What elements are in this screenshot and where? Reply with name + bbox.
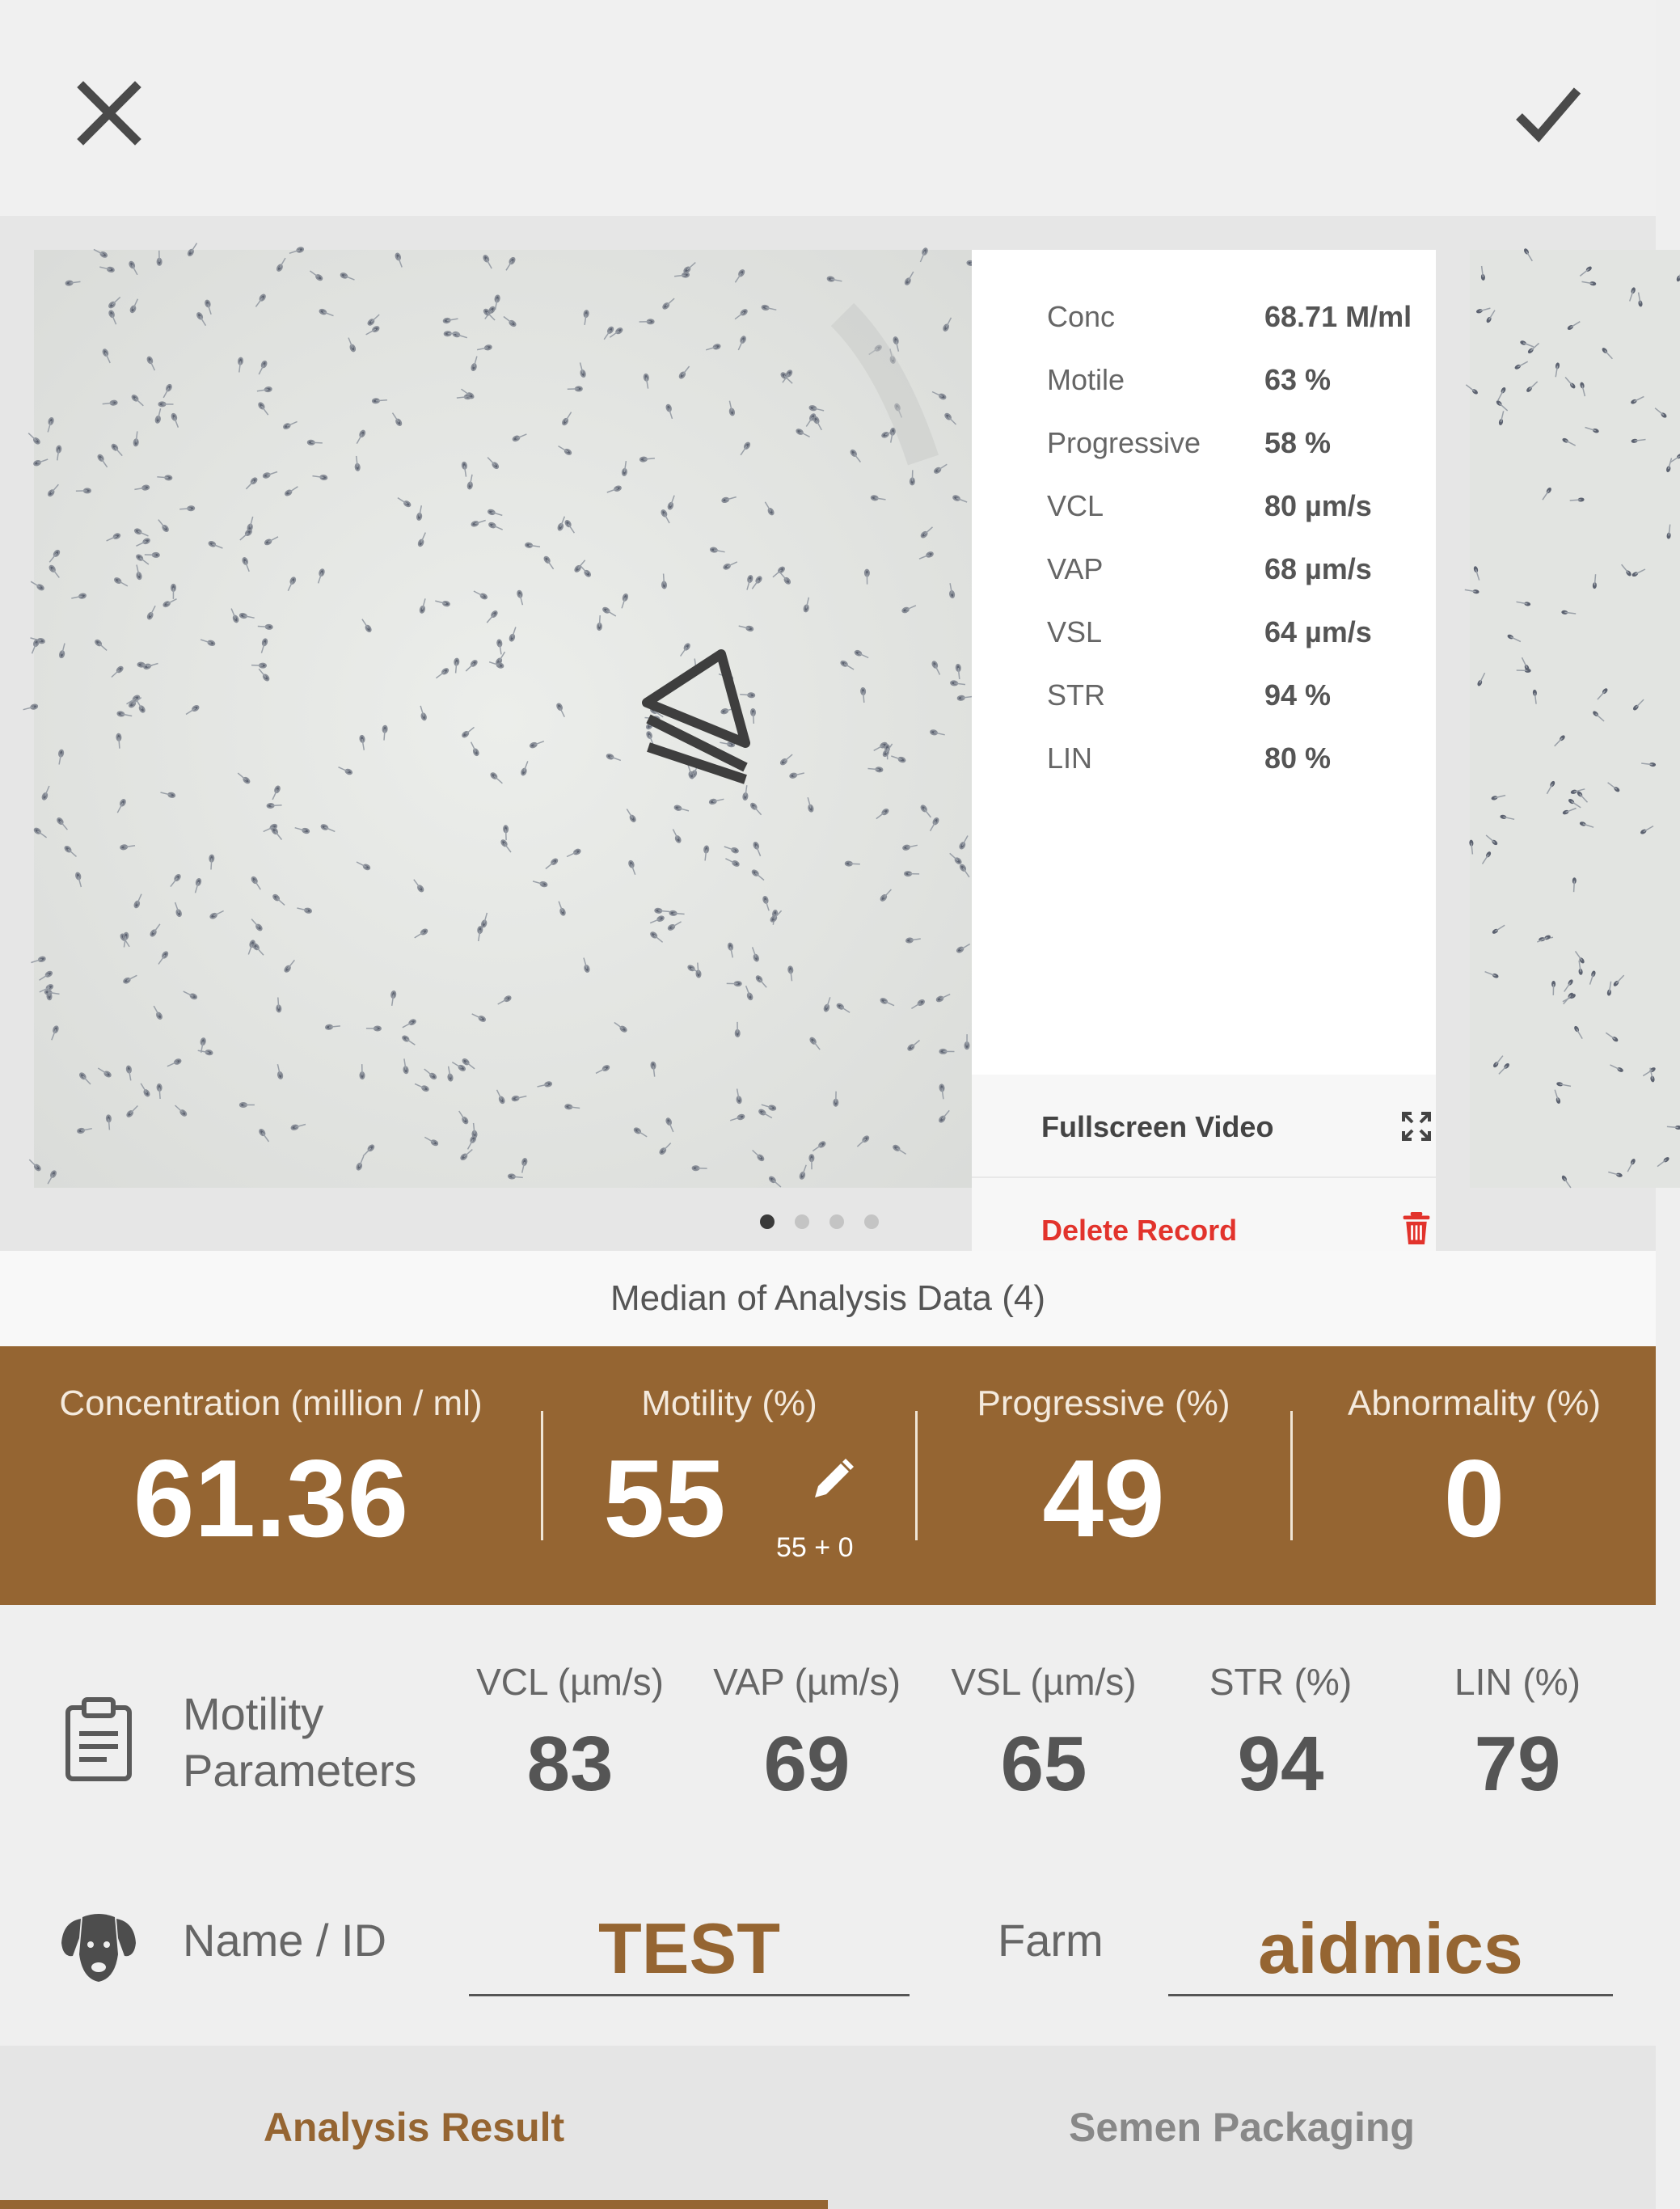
stat-value: 80 % [1264,741,1332,775]
identity-row [0,1872,1656,2046]
param-label: VSL (µm/s) [951,1661,1137,1703]
param-vap [706,1660,908,1809]
stat-label: LIN [1047,741,1093,775]
stat-value: 68.71 M/ml [1264,300,1412,333]
name-id-field[interactable]: TEST [598,1908,780,1988]
farm-underline [1168,1994,1613,1996]
stat-row-vcl [972,489,1436,538]
confirm-button[interactable] [1504,69,1593,158]
param-str [1180,1660,1382,1809]
page-dot[interactable] [829,1214,844,1229]
bottom-tabs [0,2046,1656,2209]
stat-row-vsl [972,615,1436,664]
abnormality-value: 0 [1443,1437,1505,1560]
carousel-pagination[interactable] [760,1214,905,1234]
next-record-card[interactable] [1470,250,1680,1188]
close-button[interactable] [65,69,154,158]
dog-icon [58,1906,139,1987]
stat-row-motile [972,363,1436,412]
concentration-label: Concentration (million / ml) [59,1383,483,1423]
stat-label: Progressive [1047,426,1201,459]
page-dot[interactable] [795,1214,809,1229]
stat-value: 80 µm/s [1264,489,1372,522]
fullscreen-video-label: Fullscreen Video [1041,1110,1274,1143]
page-dot[interactable] [864,1214,879,1229]
label-line: Parameters [183,1745,417,1796]
stat-label: VCL [1047,489,1104,522]
label-line: Motility [183,1688,324,1739]
progressive-label: Progressive (%) [977,1383,1230,1423]
param-value: 79 [1474,1721,1561,1807]
next-microscope-image [1470,250,1680,1188]
median-title: Median of Analysis Data (4) [0,1251,1656,1346]
param-value: 94 [1237,1721,1324,1807]
stat-label: Motile [1047,363,1125,396]
stat-value: 63 % [1264,363,1332,396]
active-tab-indicator [0,2200,828,2209]
farm-field[interactable]: aidmics [1258,1908,1523,1988]
param-label: VCL (µm/s) [476,1661,664,1703]
check-icon [1514,84,1582,142]
stat-row-str [972,678,1436,727]
param-value: 65 [1000,1721,1087,1807]
abnormality-metric [1293,1346,1656,1605]
page-dot[interactable] [760,1214,775,1229]
stat-value: 68 µm/s [1264,552,1372,585]
concentration-metric [0,1346,542,1605]
farm-label: Farm [998,1915,1104,1966]
param-value: 83 [526,1721,614,1807]
stat-label: Conc [1047,300,1116,333]
stat-label: VAP [1047,552,1104,585]
microscope-frame [34,250,972,1188]
close-icon [77,81,141,146]
stat-row-conc [972,300,1436,348]
abnormality-label: Abnormality (%) [1348,1383,1601,1423]
delete-record-label: Delete Record [1041,1214,1238,1247]
tab-semen-packaging[interactable]: Semen Packaging [1069,2105,1415,2150]
name-id-label: Name / ID [183,1915,387,1966]
pencil-icon[interactable] [808,1455,857,1504]
param-label: LIN (%) [1454,1661,1581,1703]
stat-row-vap [972,552,1436,601]
progressive-metric [918,1346,1290,1605]
progressive-value: 49 [1042,1437,1165,1560]
param-label: STR (%) [1209,1661,1353,1703]
stat-label: STR [1047,678,1105,712]
name-id-underline [469,1994,910,1996]
clipboard-icon [65,1698,133,1782]
stat-row-lin [972,741,1436,790]
record-stats-panel [972,250,1436,1247]
param-label: VAP (µm/s) [713,1661,901,1703]
motility-label: Motility (%) [641,1383,817,1423]
motility-formula: 55 + 0 [776,1532,854,1563]
fullscreen-video-button[interactable] [972,1075,1436,1176]
concentration-value: 61.36 [133,1437,409,1560]
motility-value: 55 [603,1437,726,1560]
trash-icon [1400,1212,1433,1244]
param-vcl [469,1660,671,1809]
tab-analysis-result[interactable]: Analysis Result [263,2105,565,2150]
motility-metric [543,1346,915,1605]
stat-label: VSL [1047,615,1103,648]
param-vsl [943,1660,1145,1809]
top-bar [0,0,1656,216]
fullscreen-icon [1400,1110,1433,1143]
stat-value: 94 % [1264,678,1332,712]
param-value: 69 [763,1721,851,1807]
stat-value: 64 µm/s [1264,615,1372,648]
record-card[interactable] [34,250,1436,1247]
stat-value: 58 % [1264,426,1332,459]
motility-parameters [0,1605,1656,1872]
record-carousel[interactable] [0,216,1656,1251]
motility-parameters-label [183,1686,416,1799]
stat-row-progressive [972,426,1436,475]
param-lin [1416,1660,1619,1809]
microscope-image[interactable] [34,250,972,1188]
